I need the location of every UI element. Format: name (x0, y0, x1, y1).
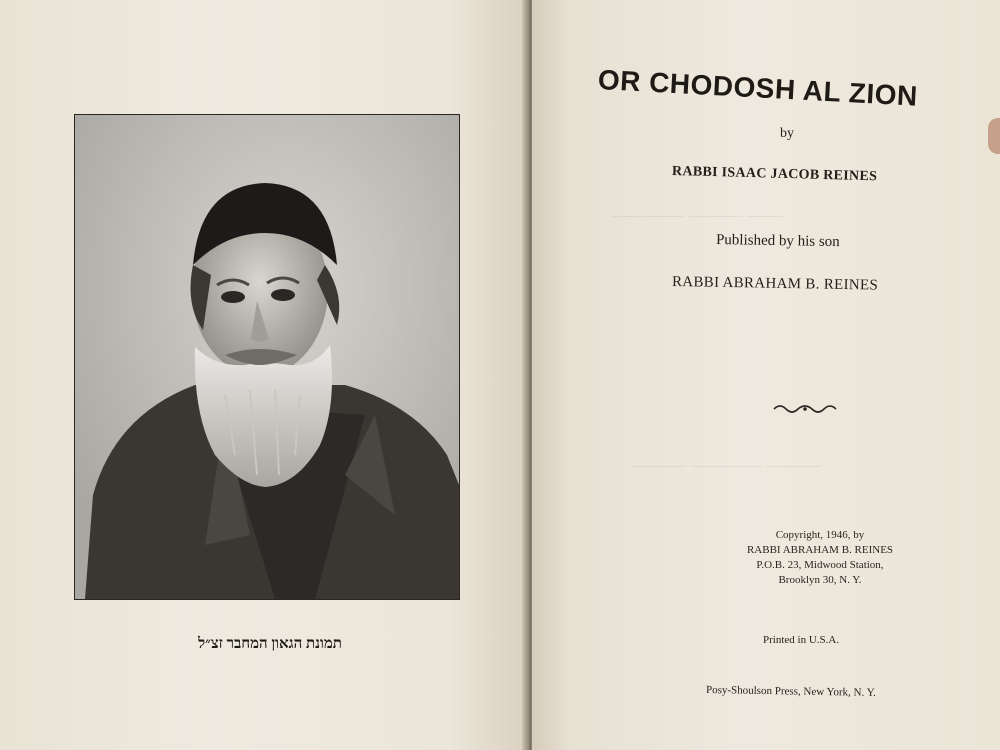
copyright-line: P.O.B. 23, Midwood Station, (756, 559, 884, 571)
by-line: by (780, 126, 794, 141)
portrait-caption: תמונת הגאון המחבר זצ״ל (198, 636, 342, 652)
ornament-icon (772, 402, 838, 416)
copyright-line: Brooklyn 30, N. Y. (778, 574, 862, 586)
printed-in-line: Printed in U.S.A. (763, 634, 840, 646)
book-title: OR CHODOSH AL ZION (597, 64, 919, 112)
thumb-edge (988, 118, 1000, 154)
author-portrait (74, 114, 460, 600)
published-by-line: Published by his son (715, 232, 840, 251)
portrait-illustration (75, 115, 459, 599)
publisher-name: RABBI ABRAHAM B. REINES (671, 274, 879, 294)
author-name: RABBI ISAAC JACOB REINES (671, 164, 878, 185)
show-through-text: ——— ———— ——— (632, 455, 821, 475)
press-line: Posy-Shoulson Press, New York, N. Y. (705, 684, 877, 699)
copyright-line: Copyright, 1946, by (775, 529, 865, 541)
show-through-text: ———— ——— —— (612, 205, 783, 225)
copyright-line: RABBI ABRAHAM B. REINES (746, 544, 894, 556)
copyright-block (720, 528, 920, 588)
